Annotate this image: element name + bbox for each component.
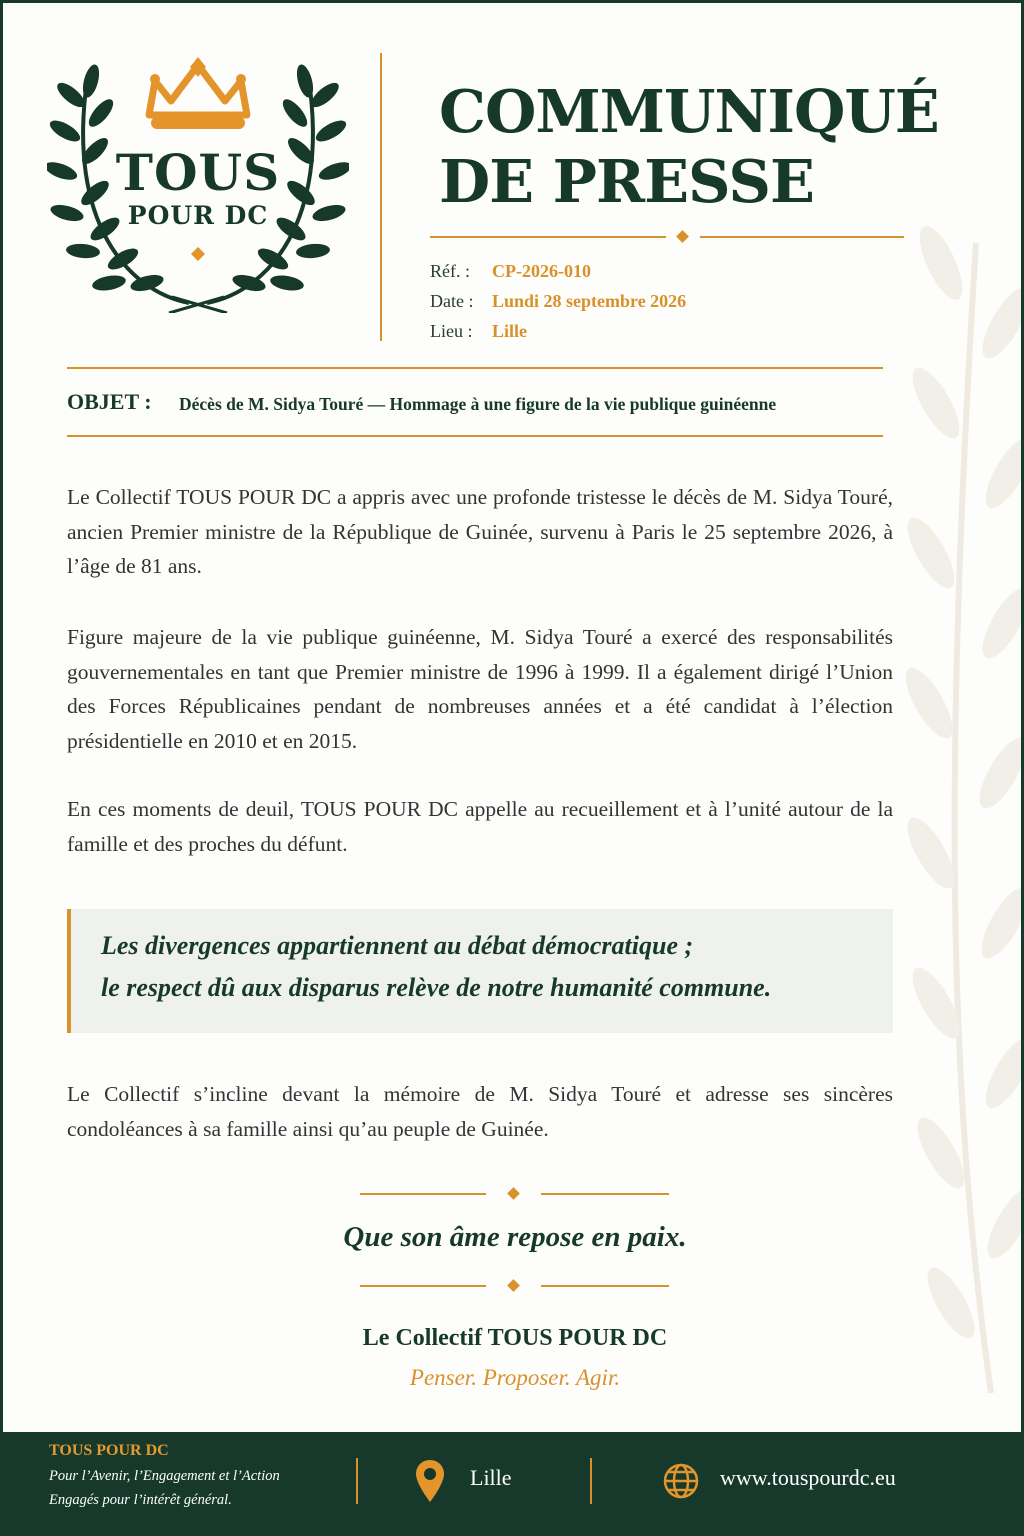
motto: Penser. Proposer. Agir. — [409, 1365, 621, 1390]
diamond-ornament-icon — [507, 1187, 520, 1200]
quote-box — [67, 909, 893, 1033]
paragraph-1: Le Collectif TOUS POUR DC a appris avec une profonde tristesse le décès de M. Sidya Touré, ancien Premier ministre de la République de Guinée, survenu à Paris le 25 septembre 2026, à l’âge de 81 ans. — [67, 485, 893, 578]
paragraph-2: Figure majeure de la vie publique guinéenne, M. Sidya Touré a exercé des responsabilités gouvernementales en tant que Premier ministre de 1996 à 1999. Il a également dirigé l’Union des Forces Républicaines pendant de nombreuses années et a été candidat à l’élection présidentielle en 2010 et en 2015. — [67, 625, 893, 753]
footer — [0, 1432, 1024, 1536]
closing-rule-bottom-right — [541, 1285, 669, 1287]
footer-divider — [590, 1458, 592, 1504]
meta-ref-label: Réf. : — [430, 261, 470, 281]
location-pin-icon — [416, 1460, 444, 1502]
footer-location: Lille — [470, 1465, 512, 1490]
footer-divider — [356, 1458, 358, 1504]
header-divider — [380, 53, 382, 341]
logo-text-pour-dc: POUR DC — [127, 201, 269, 230]
objet-rule-top — [67, 367, 883, 369]
footer-tagline-2: Engagés pour l’intérêt général. — [49, 1492, 232, 1508]
meta-date-value: Lundi 28 septembre 2026 — [492, 291, 687, 311]
footer-website-link[interactable]: www.touspourdc.eu — [720, 1465, 896, 1490]
footer-org-name: TOUS POUR DC — [49, 1442, 169, 1459]
closing-text: Que son âme repose en paix. — [343, 1221, 687, 1253]
closing-rule-bottom-left — [360, 1285, 486, 1287]
meta-date-label: Date : — [430, 291, 474, 311]
title-rule-left — [430, 236, 666, 238]
title-rule-right — [700, 236, 904, 238]
diamond-ornament-icon — [507, 1279, 520, 1292]
globe-icon[interactable] — [662, 1462, 700, 1500]
objet-rule-bottom — [67, 435, 883, 437]
page-title — [439, 77, 939, 217]
logo-text-tous: TOUS — [115, 143, 281, 202]
meta-ref-value: CP-2026-010 — [492, 261, 591, 281]
paragraph-4: Le Collectif s’incline devant la mémoire de M. Sidya Touré et adresse ses sincères condoléances à sa famille ainsi qu’au peuple de Guinée. — [67, 1082, 893, 1141]
quote-line-2: le respect dû aux disparus relève de notre humanité commune. — [101, 973, 772, 1002]
title-line-2: DE PRESSE — [439, 147, 814, 216]
objet-label: OBJET : — [67, 389, 152, 414]
closing-rule-top-left — [360, 1193, 486, 1195]
meta-lieu-value: Lille — [492, 321, 527, 341]
title-line-1: COMMUNIQUÉ — [439, 77, 939, 146]
footer-tagline-1: Pour l’Avenir, l’Engagement et l’Action — [49, 1468, 280, 1484]
objet-text: Décès de M. Sidya Touré — Hommage à une figure de la vie publique guinéenne — [179, 394, 777, 414]
paragraph-3: En ces moments de deuil, TOUS POUR DC appelle au recueillement et à l’unité autour de la famille et des proches du défunt. — [67, 797, 893, 856]
meta-lieu-label: Lieu : — [430, 321, 473, 341]
diamond-ornament-icon — [676, 230, 689, 243]
quote-line-1: Les divergences appartiennent au débat démocratique ; — [101, 931, 694, 960]
crown-icon — [149, 57, 247, 129]
logo — [47, 51, 349, 313]
signature: Le Collectif TOUS POUR DC — [362, 1325, 668, 1351]
closing-rule-top-right — [541, 1193, 669, 1195]
